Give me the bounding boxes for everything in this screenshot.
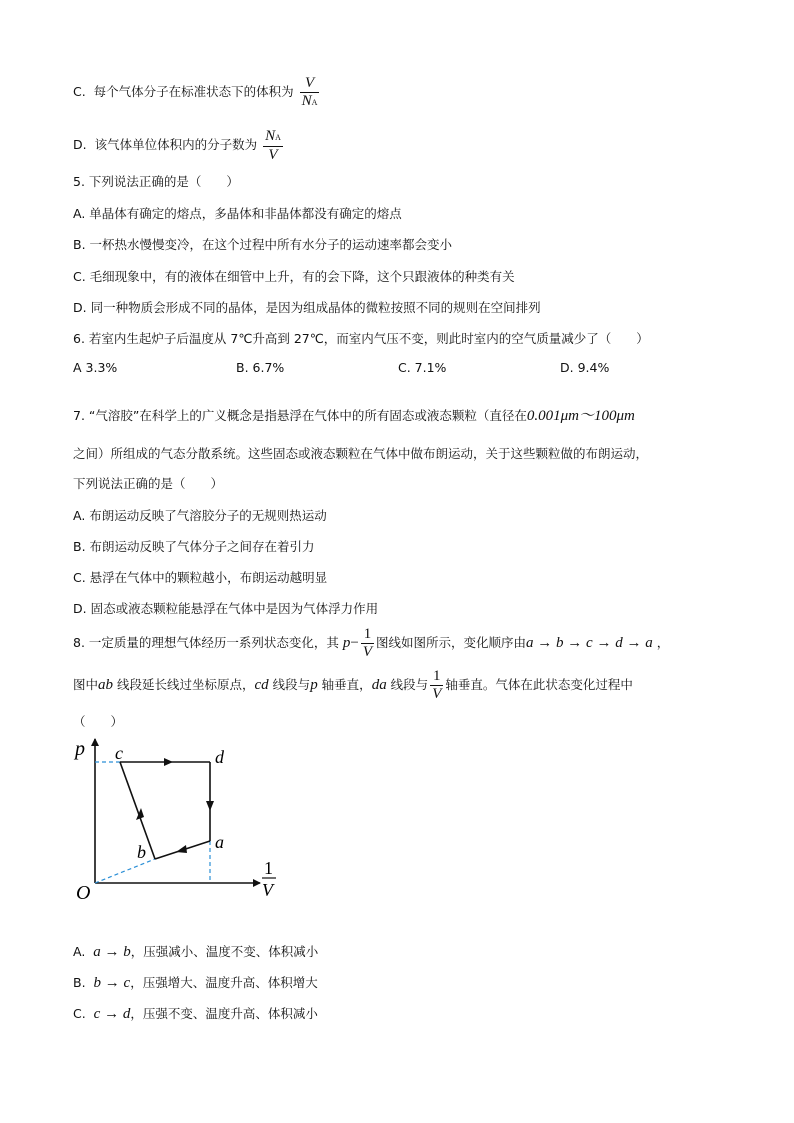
q7-option-b: B. 布朗运动反映了气体分子之间存在着引力 (73, 539, 315, 554)
q8-answer-paren: （ ） (73, 714, 124, 729)
q5-stem: 5. 下列说法正确的是（ ） (73, 174, 239, 189)
point-a-label: a (215, 832, 224, 852)
q5-option-d: D. 同一种物质会形成不同的晶体，是因为组成晶体的微粒按照不同的规则在空间排列 (73, 300, 541, 315)
point-b-label: b (137, 842, 146, 862)
size-range: 0.001μm～100μm (526, 408, 635, 424)
q4-option-d: D. 该气体单位体积内的分子数为 $\frac{NA}{V}$ (73, 127, 281, 163)
q5-option-b: B. 一杯热水慢慢变冷，在这个过程中所有水分子的运动速率都会变小 (73, 237, 453, 252)
q6-option-c: C. 7.1% (398, 360, 447, 375)
q7-option-a: A. 布朗运动反映了气溶胶分子的无规则热运动 (73, 508, 327, 523)
arrow-c-to-d (164, 758, 173, 766)
state-sequence: a → b → c → d → a (526, 635, 653, 651)
arrow-d-to-a (206, 801, 214, 811)
q7-stem-line1: 7. “气溶胶”在科学上的广义概念是指悬浮在气体中的所有固态或液态颗粒（直径在0.001μm～100μm (73, 408, 635, 424)
q4-option-c: C. 每个气体分子在标准状态下的体积为 $\frac{V}{NA}$ (73, 74, 318, 109)
fraction-na-over-v: $\frac{NA}{V}$ (265, 127, 281, 163)
q5-option-a: A. 单晶体有确定的熔点，多晶体和非晶体都没有确定的熔点 (73, 206, 402, 221)
origin-label: O (76, 882, 91, 904)
q7-option-c: C. 悬浮在气体中的颗粒越小，布朗运动越明显 (73, 570, 328, 585)
p-inverse-v-diagram (70, 735, 290, 905)
q7-stem-line3: 下列说法正确的是（ ） (73, 476, 224, 491)
q7-stem-line2: 之间）所组成的气态分散系统。这些固态或液态颗粒在气体中做布朗运动，关于这些颗粒做的布朗运动， (73, 446, 649, 461)
fraction-one-over-v-2: $\frac{1}{V}$ (432, 668, 442, 702)
arrow-a-to-b (176, 845, 187, 853)
q8-stem-line1: 8. 一定质量的理想气体经历一系列状态变化，其 p− $\frac{1}{V}$ 图线如图所示，变化顺序由a → b → c → d → a ， (73, 626, 670, 660)
point-d-label: d (215, 747, 224, 767)
q8-stem-line2: 图中ab 线段延长线过坐标原点，cd 线段与p 轴垂直，da 线段与 $\frac{1}{V}$ 轴垂直。气体在此状态变化过程中 (73, 668, 633, 702)
fraction-v-over-na: $\frac{V}{NA}$ (301, 74, 318, 109)
q7-option-d: D. 固态或液态颗粒能悬浮在气体中是因为气体浮力作用 (73, 601, 379, 616)
y-axis-label: p (75, 738, 85, 760)
q6-option-a: A 3.3% (73, 360, 118, 375)
point-c-label: c (115, 743, 123, 763)
q8-option-b: B. b → c，压强增大、温度升高、体积增大 (73, 975, 318, 991)
q6-stem: 6. 若室内生起炉子后温度从 7℃升高到 27℃，而室内气压不变，则此时室内的空气质量减少了（ ） (73, 331, 649, 346)
dashed-line-b-to-origin (95, 859, 155, 883)
q8-option-c: C. c → d，压强不变、温度升高、体积减小 (73, 1006, 318, 1022)
fraction-one-over-v: $\frac{1}{V}$ (362, 626, 373, 660)
x-axis-label-denominator: V (262, 880, 273, 900)
q6-option-b: B. 6.7% (236, 360, 285, 375)
q8-option-a: A. a → b，压强减小、温度不变、体积减小 (73, 944, 319, 960)
q6-option-d: D. 9.4% (560, 360, 610, 375)
x-axis-label-numerator: 1 (264, 858, 273, 878)
q5-option-c: C. 毛细现象中，有的液体在细管中上升，有的会下降，这个只跟液体的种类有关 (73, 269, 515, 284)
